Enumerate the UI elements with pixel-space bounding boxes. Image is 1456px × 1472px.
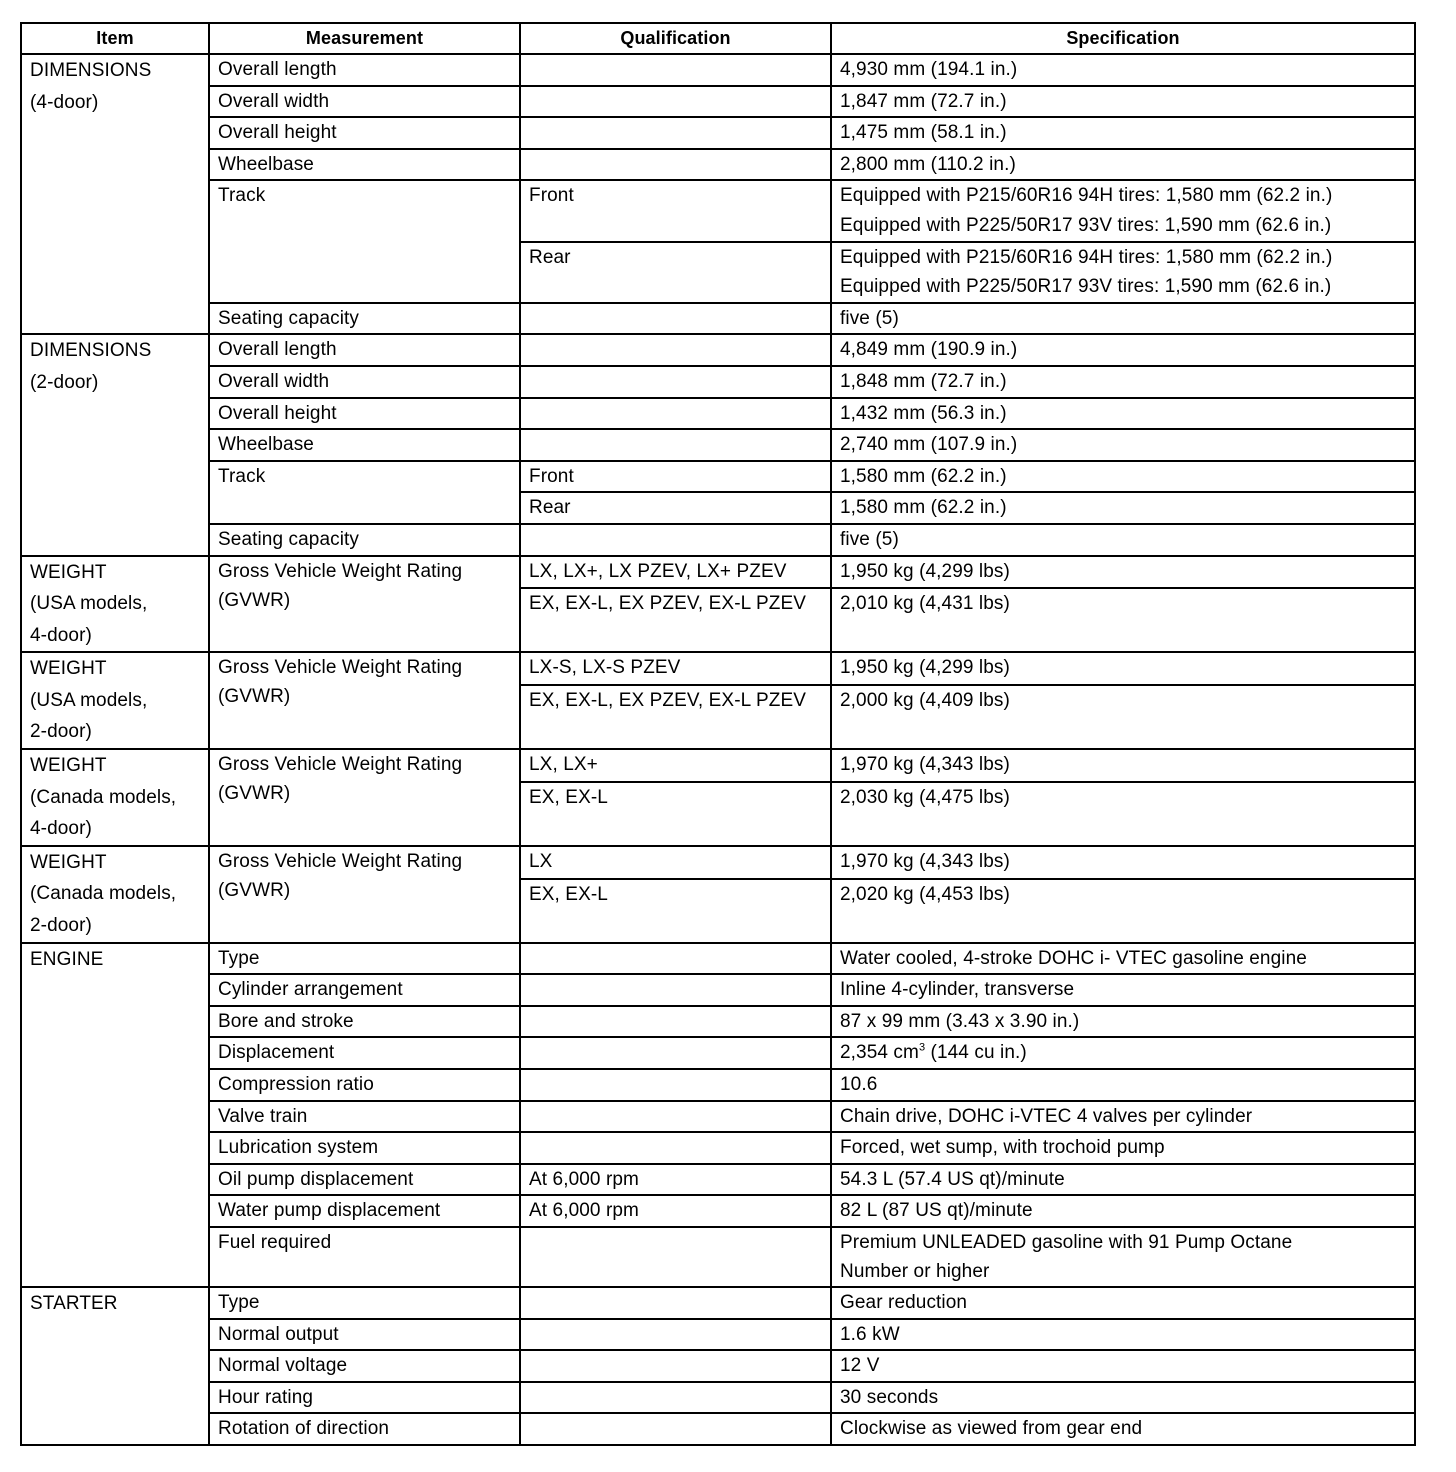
measurement-cell: Valve train xyxy=(209,1101,520,1133)
qualification-cell xyxy=(520,149,831,181)
measurement-cell: Wheelbase xyxy=(209,149,520,181)
specification-cell: 1,970 kg (4,343 lbs) xyxy=(831,846,1415,879)
measurement-cell: Lubrication system xyxy=(209,1132,520,1164)
table-row xyxy=(21,334,1415,366)
measurement-cell: Track xyxy=(209,180,520,302)
table-row xyxy=(21,846,1415,879)
qualification-cell xyxy=(520,54,831,86)
qualification-cell xyxy=(520,524,831,556)
item-weight-canada-4door: WEIGHT (Canada models, 4-door) xyxy=(21,749,209,846)
qualification-cell xyxy=(520,1006,831,1038)
table-row xyxy=(21,54,1415,86)
qualification-cell xyxy=(520,1287,831,1319)
specification-cell: 2,740 mm (107.9 in.) xyxy=(831,429,1415,461)
qualification-cell xyxy=(520,334,831,366)
specification-cell: 2,030 kg (4,475 lbs) xyxy=(831,782,1415,846)
table-row xyxy=(21,461,1415,493)
table-row xyxy=(21,303,1415,335)
specification-cell: Equipped with P225/50R17 93V tires: 1,590 mm (62.6 in.) xyxy=(831,272,1415,303)
measurement-cell: Type xyxy=(209,943,520,975)
specification-cell: 1,847 mm (72.7 in.) xyxy=(831,86,1415,118)
specification-cell: 2,800 mm (110.2 in.) xyxy=(831,149,1415,181)
specification-cell: 1,950 kg (4,299 lbs) xyxy=(831,652,1415,685)
table-row xyxy=(21,1101,1415,1133)
measurement-cell: Overall width xyxy=(209,366,520,398)
measurement-cell: Normal output xyxy=(209,1319,520,1351)
specification-cell: five (5) xyxy=(831,524,1415,556)
measurement-cell: Bore and stroke xyxy=(209,1006,520,1038)
table-row xyxy=(21,652,1415,685)
table-row xyxy=(21,974,1415,1006)
qualification-cell xyxy=(520,1037,831,1069)
measurement-cell: Rotation of direction xyxy=(209,1413,520,1445)
specification-cell: 1,475 mm (58.1 in.) xyxy=(831,117,1415,149)
specifications-table xyxy=(20,22,1416,1446)
measurement-cell: Track xyxy=(209,461,520,524)
header-item: Item xyxy=(21,23,209,54)
specification-cell: 1.6 kW xyxy=(831,1319,1415,1351)
qualification-cell xyxy=(520,398,831,430)
measurement-cell: Gross Vehicle Weight Rating (GVWR) xyxy=(209,846,520,943)
specification-cell: 1,580 mm (62.2 in.) xyxy=(831,492,1415,524)
specification-cell: 1,950 kg (4,299 lbs) xyxy=(831,556,1415,589)
measurement-cell: Seating capacity xyxy=(209,303,520,335)
specification-cell: 4,849 mm (190.9 in.) xyxy=(831,334,1415,366)
item-engine: ENGINE xyxy=(21,943,209,1287)
table-row xyxy=(21,1069,1415,1101)
measurement-cell: Normal voltage xyxy=(209,1350,520,1382)
table-row xyxy=(21,1413,1415,1445)
specification-cell: Gear reduction xyxy=(831,1287,1415,1319)
qualification-cell: LX xyxy=(520,846,831,879)
table-row xyxy=(21,1319,1415,1351)
specification-cell: 82 L (87 US qt)/minute xyxy=(831,1195,1415,1227)
table-row xyxy=(21,1382,1415,1414)
specification-cell: 4,930 mm (194.1 in.) xyxy=(831,54,1415,86)
qualification-cell: LX, LX+, LX PZEV, LX+ PZEV xyxy=(520,556,831,589)
qualification-cell: Front xyxy=(520,180,831,241)
measurement-cell: Gross Vehicle Weight Rating (GVWR) xyxy=(209,556,520,653)
table-row xyxy=(21,1195,1415,1227)
qualification-cell xyxy=(520,1101,831,1133)
specification-cell: Water cooled, 4-stroke DOHC i- VTEC gasoline engine xyxy=(831,943,1415,975)
qualification-cell: EX, EX-L, EX PZEV, EX-L PZEV xyxy=(520,588,831,652)
measurement-cell: Overall height xyxy=(209,117,520,149)
header-specification: Specification xyxy=(831,23,1415,54)
table-row xyxy=(21,1132,1415,1164)
table-row xyxy=(21,398,1415,430)
measurement-cell: Type xyxy=(209,1287,520,1319)
qualification-cell: Rear xyxy=(520,242,831,303)
qualification-cell xyxy=(520,1413,831,1445)
table-row xyxy=(21,749,1415,782)
qualification-cell xyxy=(520,1227,831,1287)
measurement-cell: Oil pump displacement xyxy=(209,1164,520,1196)
specification-cell: 54.3 L (57.4 US qt)/minute xyxy=(831,1164,1415,1196)
qualification-cell xyxy=(520,1319,831,1351)
qualification-cell: At 6,000 rpm xyxy=(520,1164,831,1196)
table-row xyxy=(21,1350,1415,1382)
qualification-cell: EX, EX-L, EX PZEV, EX-L PZEV xyxy=(520,685,831,749)
measurement-cell: Cylinder arrangement xyxy=(209,974,520,1006)
measurement-cell: Overall width xyxy=(209,86,520,118)
item-weight-canada-2door: WEIGHT (Canada models, 2-door) xyxy=(21,846,209,943)
qualification-cell: LX, LX+ xyxy=(520,749,831,782)
qualification-cell xyxy=(520,1350,831,1382)
qualification-cell: EX, EX-L xyxy=(520,879,831,943)
table-row xyxy=(21,556,1415,589)
specification-cell: Equipped with P225/50R17 93V tires: 1,590 mm (62.6 in.) xyxy=(831,211,1415,242)
specification-cell: 2,010 kg (4,431 lbs) xyxy=(831,588,1415,652)
item-dimensions-4door: DIMENSIONS (4-door) xyxy=(21,54,209,334)
measurement-cell: Gross Vehicle Weight Rating (GVWR) xyxy=(209,749,520,846)
table-row xyxy=(21,943,1415,975)
measurement-cell: Overall length xyxy=(209,334,520,366)
table-row xyxy=(21,1006,1415,1038)
qualification-cell xyxy=(520,303,831,335)
specification-cell: Premium UNLEADED gasoline with 91 Pump Octane Number or higher xyxy=(831,1227,1415,1287)
measurement-cell: Overall height xyxy=(209,398,520,430)
specification-cell: 10.6 xyxy=(831,1069,1415,1101)
specification-cell: 30 seconds xyxy=(831,1382,1415,1414)
measurement-cell: Water pump displacement xyxy=(209,1195,520,1227)
qualification-cell: Rear xyxy=(520,492,831,524)
qualification-cell xyxy=(520,366,831,398)
table-row xyxy=(21,366,1415,398)
specification-cell: 1,970 kg (4,343 lbs) xyxy=(831,749,1415,782)
table-row xyxy=(21,149,1415,181)
qualification-cell xyxy=(520,974,831,1006)
table-row xyxy=(21,1227,1415,1287)
qualification-cell xyxy=(520,1382,831,1414)
table-row xyxy=(21,1287,1415,1319)
qualification-cell xyxy=(520,1132,831,1164)
qualification-cell: EX, EX-L xyxy=(520,782,831,846)
measurement-cell: Overall length xyxy=(209,54,520,86)
table-row xyxy=(21,1164,1415,1196)
table-row xyxy=(21,429,1415,461)
specification-cell: 87 x 99 mm (3.43 x 3.90 in.) xyxy=(831,1006,1415,1038)
table-row xyxy=(21,524,1415,556)
table-row xyxy=(21,1037,1415,1069)
specification-cell: 2,000 kg (4,409 lbs) xyxy=(831,685,1415,749)
measurement-cell: Gross Vehicle Weight Rating (GVWR) xyxy=(209,652,520,749)
measurement-cell: Hour rating xyxy=(209,1382,520,1414)
qualification-cell xyxy=(520,86,831,118)
table-row xyxy=(21,180,1415,211)
item-dimensions-2door: DIMENSIONS (2-door) xyxy=(21,334,209,555)
qualification-cell xyxy=(520,943,831,975)
header-qualification: Qualification xyxy=(520,23,831,54)
qualification-cell xyxy=(520,1069,831,1101)
specification-cell: 1,848 mm (72.7 in.) xyxy=(831,366,1415,398)
specification-cell: 1,580 mm (62.2 in.) xyxy=(831,461,1415,493)
specification-cell: Clockwise as viewed from gear end xyxy=(831,1413,1415,1445)
qualification-cell xyxy=(520,117,831,149)
specification-cell: Equipped with P215/60R16 94H tires: 1,580 mm (62.2 in.) xyxy=(831,242,1415,273)
specification-cell: 1,432 mm (56.3 in.) xyxy=(831,398,1415,430)
qualification-cell xyxy=(520,429,831,461)
header-measurement: Measurement xyxy=(209,23,520,54)
specification-cell: Equipped with P215/60R16 94H tires: 1,580 mm (62.2 in.) xyxy=(831,180,1415,211)
specification-cell: 12 V xyxy=(831,1350,1415,1382)
qualification-cell: Front xyxy=(520,461,831,493)
measurement-cell: Displacement xyxy=(209,1037,520,1069)
qualification-cell: LX-S, LX-S PZEV xyxy=(520,652,831,685)
specification-cell: Forced, wet sump, with trochoid pump xyxy=(831,1132,1415,1164)
item-starter: STARTER xyxy=(21,1287,209,1445)
specification-cell: Chain drive, DOHC i-VTEC 4 valves per cylinder xyxy=(831,1101,1415,1133)
table-row xyxy=(21,117,1415,149)
measurement-cell: Compression ratio xyxy=(209,1069,520,1101)
table-header-row xyxy=(21,23,1415,54)
measurement-cell: Fuel required xyxy=(209,1227,520,1287)
qualification-cell: At 6,000 rpm xyxy=(520,1195,831,1227)
specification-cell: Inline 4-cylinder, transverse xyxy=(831,974,1415,1006)
measurement-cell: Seating capacity xyxy=(209,524,520,556)
specification-cell: 2,020 kg (4,453 lbs) xyxy=(831,879,1415,943)
measurement-cell: Wheelbase xyxy=(209,429,520,461)
table-row xyxy=(21,86,1415,118)
specification-cell: 2,354 $cm^3$ (144 cu in.) xyxy=(831,1037,1415,1069)
item-weight-usa-2door: WEIGHT (USA models, 2-door) xyxy=(21,652,209,749)
item-weight-usa-4door: WEIGHT (USA models, 4-door) xyxy=(21,556,209,653)
specification-cell: five (5) xyxy=(831,303,1415,335)
